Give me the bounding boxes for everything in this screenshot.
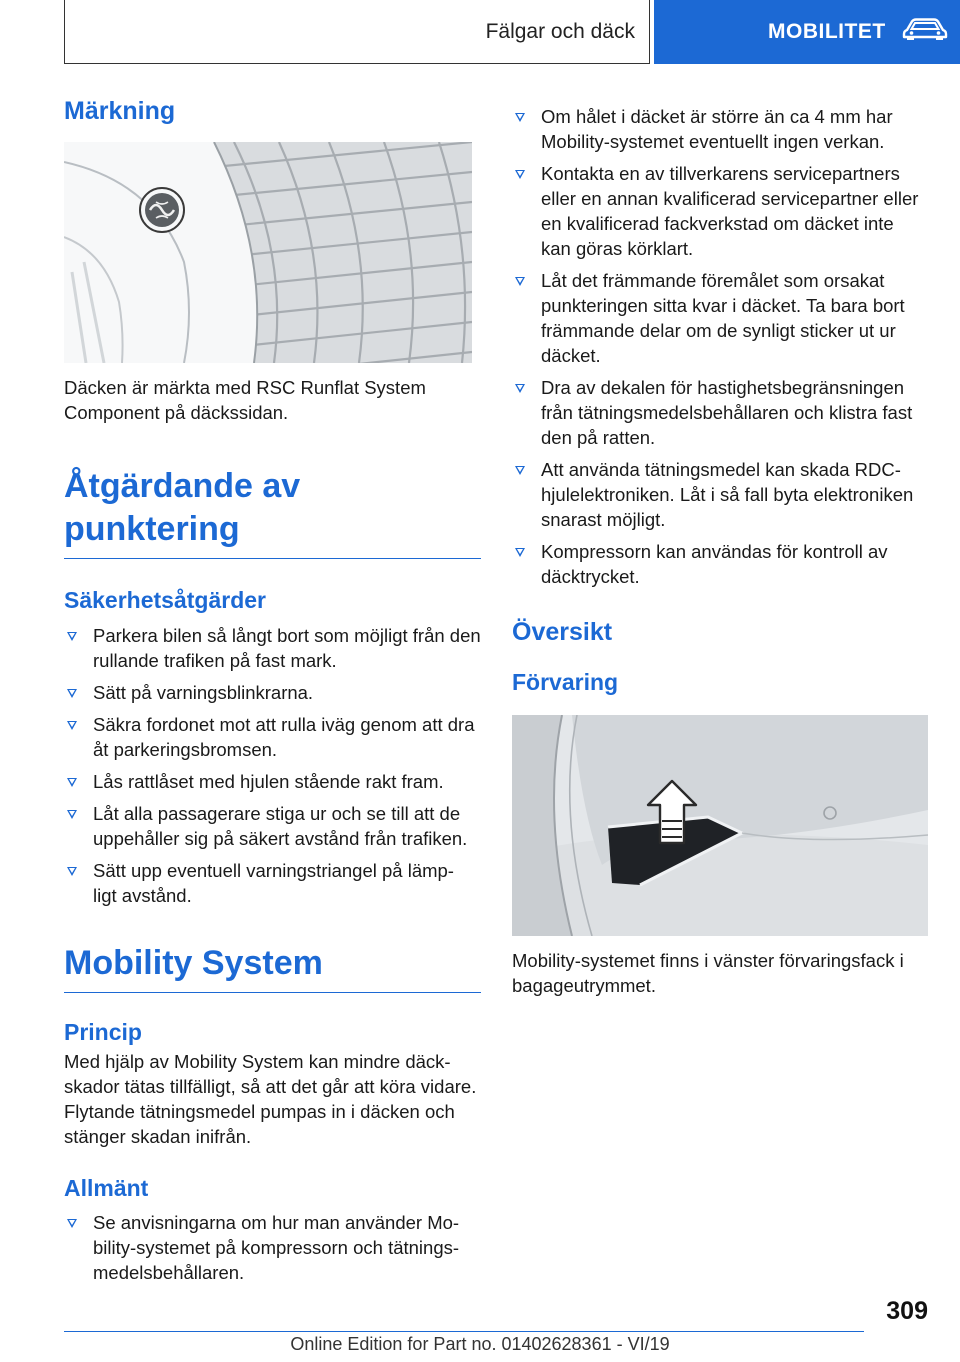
overview-heading: Översikt — [512, 618, 613, 646]
tire-rsc-illustration — [64, 142, 472, 363]
triangle-bullet-icon — [515, 170, 525, 179]
triangle-bullet-icon — [67, 721, 77, 730]
trunk-drawing — [512, 715, 928, 936]
safety-heading: Säkerhetsåtgärder — [64, 587, 266, 613]
triangle-bullet-icon — [67, 689, 77, 698]
header-chapter-tab[interactable] — [654, 0, 960, 64]
list-item — [64, 801, 481, 851]
list-item-text: Låt alla passagerare stiga ur och se till att de uppehåller sig på säkert avstånd från trafiken. — [93, 802, 468, 849]
list-item — [64, 623, 481, 673]
list-item — [512, 375, 928, 450]
trunk-storage-illustration — [512, 715, 928, 936]
principle-text: Med hjälp av Mobility System kan mindre däck- skador tätas tillfälligt, så att det går att köra vidare. Flytande tätningsmedel pumpas in i däcken och stänger skadan inifrån. — [64, 1050, 477, 1147]
storage-heading: Förvaring — [512, 669, 619, 695]
list-item-text: Sätt upp eventuell varningstriangel på lämp- ligt avstånd. — [93, 859, 454, 906]
list-item — [64, 1210, 481, 1285]
list-item-text: Kontakta en av tillverkarens servicepartners eller en annan kvalificerad servicepartner eller en kvalificerad fackverkstad om däcket inte kan göras körklart. — [541, 163, 919, 259]
triangle-bullet-icon — [67, 867, 77, 876]
marking-heading: Märkning — [64, 97, 176, 125]
list-item — [64, 769, 481, 794]
list-item — [512, 457, 928, 532]
car-icon — [902, 18, 948, 46]
list-item — [64, 712, 481, 762]
triangle-bullet-icon — [515, 466, 525, 475]
list-item-text: Parkera bilen så långt bort som möjligt från den rullande trafiken på fast mark. — [93, 624, 481, 671]
tire-drawing — [64, 142, 472, 363]
footer-edition-text: Online Edition for Part no. 01402628361 - VI/19 — [290, 1334, 670, 1354]
list-item-text: Säkra fordonet mot att rulla iväg genom att dra åt parkeringsbromsen. — [93, 713, 475, 760]
triangle-bullet-icon — [515, 548, 525, 557]
list-item — [512, 104, 928, 154]
storage-caption: Mobility-systemet finns i vänster förvaringsfack i bagageutrymmet. — [512, 949, 904, 996]
chapter-title: MOBILITET — [768, 20, 886, 43]
left-column — [64, 96, 481, 1292]
list-item — [512, 539, 928, 589]
list-item-text: Dra av dekalen för hastighetsbegränsningen från tätningsmedelsbehållaren och klistra fast den på ratten. — [541, 377, 913, 448]
triangle-bullet-icon — [515, 113, 525, 122]
triangle-bullet-icon — [67, 632, 77, 641]
list-item — [64, 858, 481, 908]
puncture-heading: Åtgärdande av punktering — [64, 465, 481, 559]
marking-caption: Däcken är märkta med RSC Runflat System Component på däckssidan. — [64, 377, 426, 423]
right-column — [512, 104, 928, 998]
list-item — [64, 680, 481, 705]
triangle-bullet-icon — [515, 384, 525, 393]
list-item-text: Lås rattlåset med hjulen stående rakt fram. — [93, 770, 444, 792]
safety-list — [64, 623, 481, 908]
general-heading: Allmänt — [64, 1174, 149, 1201]
principle-heading: Princip — [64, 1019, 142, 1046]
general-list — [64, 1210, 481, 1285]
list-item-text: Om hålet i däcket är större än ca 4 mm har Mobility-systemet eventuellt ingen verkan. — [541, 106, 893, 152]
section-title: Fälgar och däck — [485, 19, 635, 43]
triangle-bullet-icon — [67, 1219, 77, 1228]
instruction-list — [512, 104, 928, 589]
triangle-bullet-icon — [67, 810, 77, 819]
header-section-title — [64, 0, 650, 64]
footer-divider — [64, 1331, 864, 1332]
list-item-text: Sätt på varningsblinkrarna. — [93, 681, 314, 703]
mobility-system-heading: Mobility System — [64, 942, 481, 994]
list-item — [512, 268, 928, 368]
list-item-text: Låt det främmande föremålet som orsakat punkteringen sitta kvar i däcket. Ta bara bort främmande delar om de synligt sticker ut ur däcket. — [541, 270, 905, 366]
triangle-bullet-icon — [67, 778, 77, 787]
triangle-bullet-icon — [515, 277, 525, 286]
list-item-text: Kompressorn kan användas för kontroll av däcktrycket. — [541, 541, 888, 587]
page-number: 309 — [886, 1297, 928, 1325]
list-item-text: Att använda tätningsmedel kan skada RDC- hjulelektroniken. Låt i så fall byta elektroniken snarast möjligt. — [541, 459, 914, 530]
list-item-text: Se anvisningarna om hur man använder Mo- bility-systemet på kompressorn och tätnings- medelsbehållaren. — [93, 1212, 460, 1284]
list-item — [512, 161, 928, 261]
